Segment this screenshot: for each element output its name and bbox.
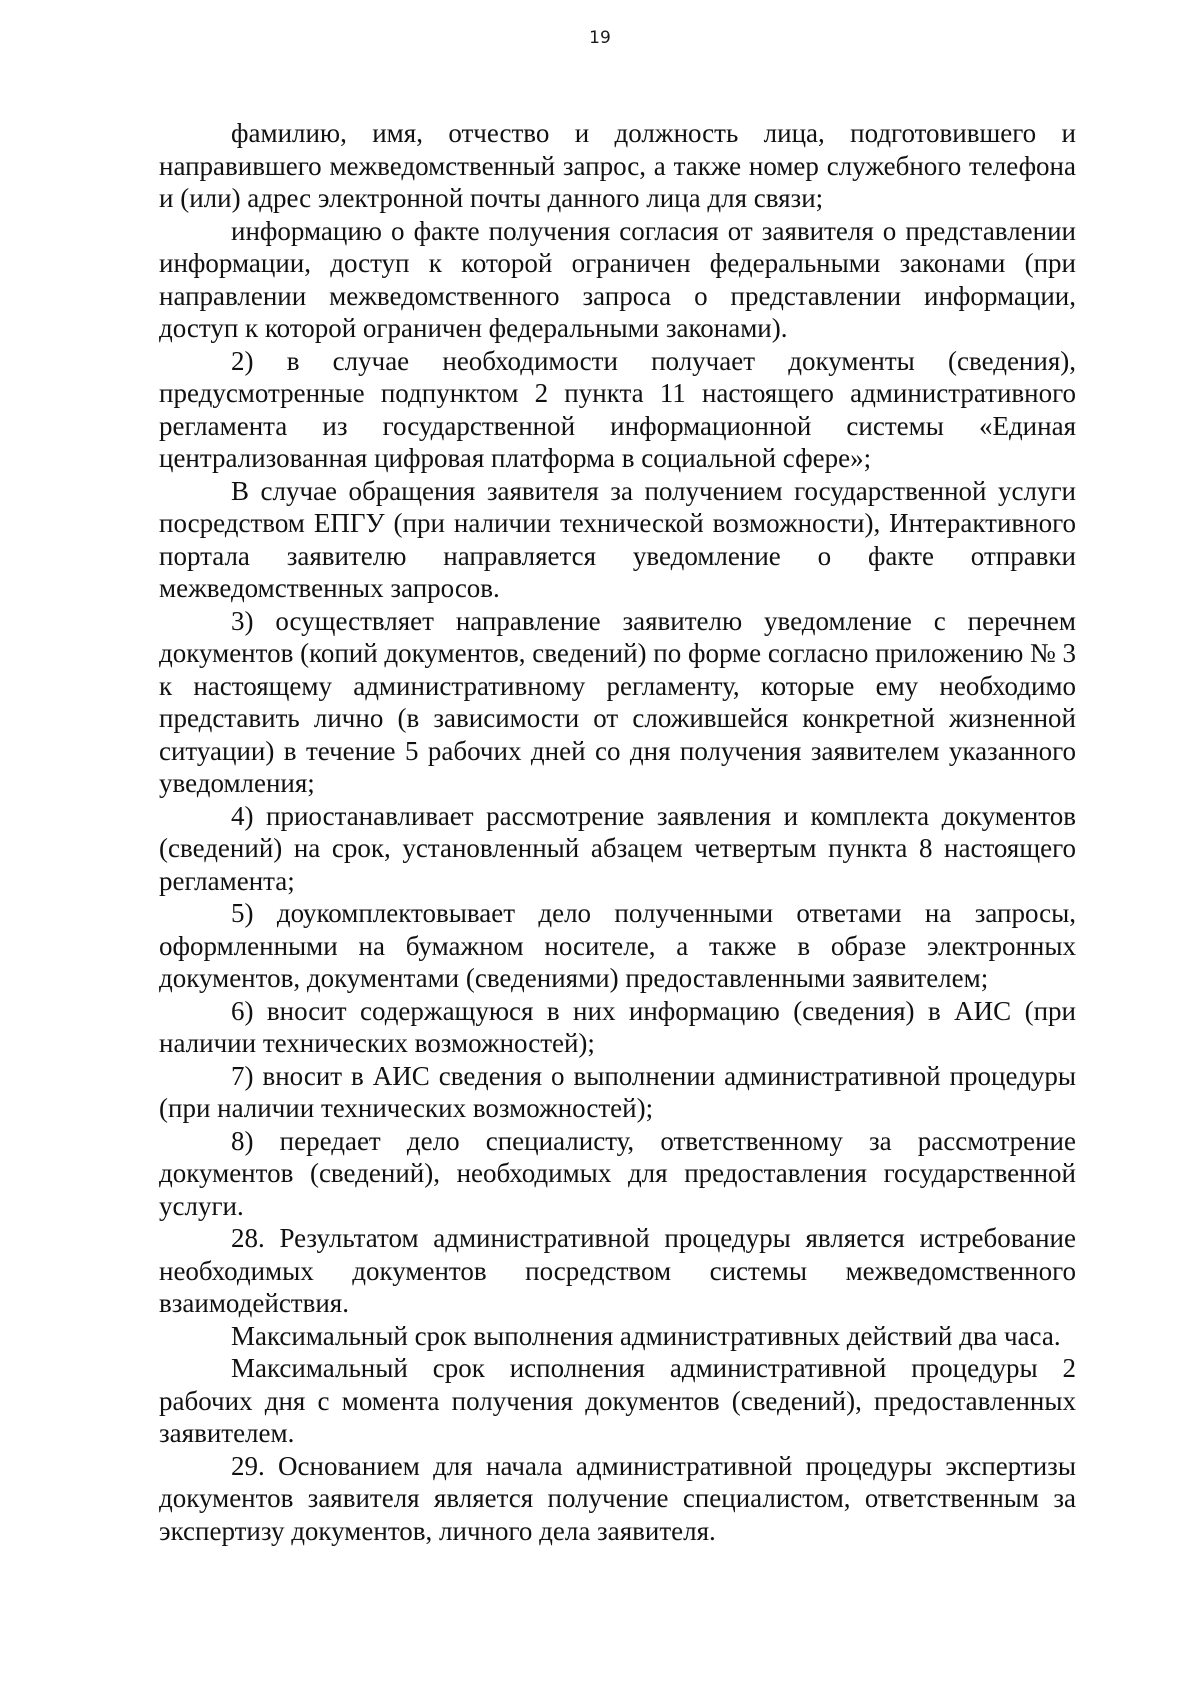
paragraph-section-28: 28. Результатом административной процедуры является истребование необходимых документов посредством системы межведомственного взаимодействия. [159, 1223, 1076, 1318]
page-number: 19 [589, 28, 611, 48]
document-body [159, 117, 1076, 1547]
paragraph-item-6: 6) вносит содержащуюся в них информацию (сведения) в АИС (при наличии технических возможностей); [159, 995, 1076, 1058]
paragraph-item-4: 4) приостанавливает рассмотрение заявления и комплекта документов (сведений) на срок, установленный абзацем четвертым пункта 8 настоящего регламента; [159, 800, 1076, 896]
paragraph-section-29: 29. Основанием для начала административной процедуры экспертизы документов заявителя является получение специалистом, ответственным за экспертизу документов, личного дела заявителя. [159, 1450, 1076, 1546]
paragraph-epgu-notice: В случае обращения заявителя за получением государственной услуги посредством ЕПГУ (при наличии технической возможности), Интерактивного портала заявителю направляется уведомление о факте отправки межведомственных запросов. [159, 475, 1076, 603]
paragraph-item-8: 8) передает дело специалисту, ответственному за рассмотрение документов (сведений), необходимых для предоставления государственной услуги. [159, 1125, 1076, 1221]
paragraph-max-time-actions: Максимальный срок выполнения административных действий два часа. [231, 1320, 1061, 1351]
paragraph-item-2: 2) в случае необходимости получает документы (сведения), предусмотренные подпунктом 2 пункта 11 настоящего административного регламента из государственной информационной системы «Единая централизованная цифровая платформа в социальной сфере»; [159, 345, 1076, 473]
paragraph-item-7: 7) вносит в АИС сведения о выполнении административной процедуры (при наличии технических возможностей); [159, 1060, 1076, 1123]
paragraph-requester-details: фамилию, имя, отчество и должность лица, подготовившего и направившего межведомственный запрос, а также номер служебного телефона и (или) адрес электронной почты данного лица для связи; [159, 118, 1076, 213]
paragraph-item-3: 3) осуществляет направление заявителю уведомление с перечнем документов (копий документов, сведений) по форме согласно приложению № 3 к настоящему административному регламенту, которые ему необходимо представить лично (в зависимости от сложившейся конкретной жизненной ситуации) в течение 5 рабочих дней со дня получения заявителем указанного уведомления; [159, 605, 1076, 798]
paragraph-item-5: 5) доукомплектовывает дело полученными ответами на запросы, оформленными на бумажном носителе, а также в образе электронных документов, документами (сведениями) предоставленными заявителем; [159, 898, 1076, 993]
paragraph-consent-info: информацию о факте получения согласия от заявителя о представлении информации, доступ к которой ограничен федеральными законами (при направлении межведомственного запроса о представлении информации, доступ к которой ограничен федеральными законами). [159, 215, 1076, 343]
paragraph-max-time-procedure: Максимальный срок исполнения административной процедуры 2 рабочих дня с момента получения документов (сведений), предоставленных заявителем. [159, 1353, 1076, 1448]
